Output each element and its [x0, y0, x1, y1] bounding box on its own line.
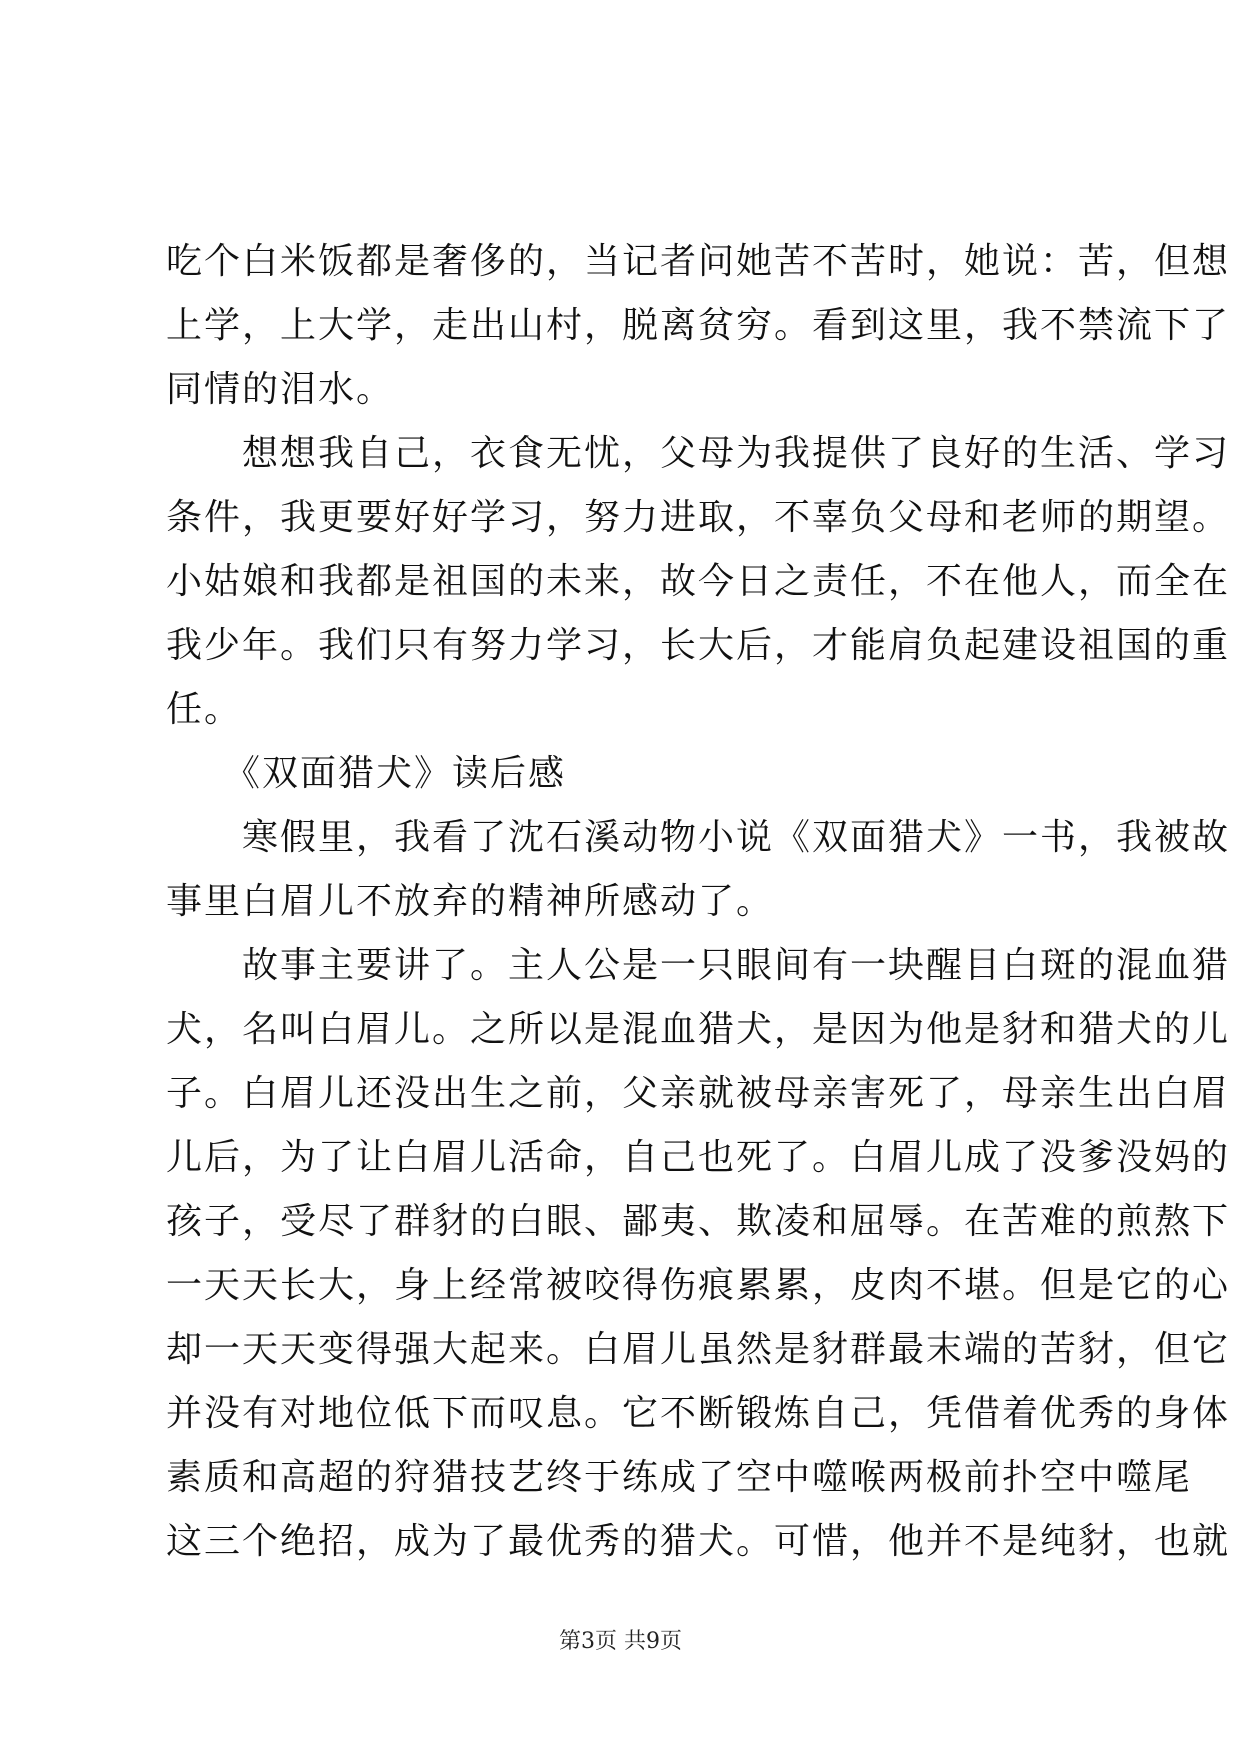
text-line: 这三个绝招，成为了最优秀的猎犬。可惜，他并不是纯豺，也就	[166, 1521, 1231, 1562]
text-line: 小姑娘和我都是祖国的未来，故今日之责任，不在他人，而全在	[166, 561, 1231, 602]
text-line: 并没有对地位低下而叹息。它不断锻炼自己，凭借着优秀的身体	[166, 1393, 1231, 1434]
text-line: 同情的泪水。	[166, 369, 395, 410]
section-heading: 《双面猎犬》读后感	[166, 753, 567, 794]
text-line: 上学，上大学，走出山村，脱离贫穷。看到这里，我不禁流下了	[166, 305, 1231, 346]
page-number: 第3页 共9页	[559, 1629, 682, 1654]
text-line: 条件，我更要好好学习，努力进取，不辜负父母和老师的期望。	[166, 497, 1231, 538]
text-line: 事里白眉儿不放弃的精神所感动了。	[166, 881, 775, 922]
text-line: 任。	[166, 689, 243, 730]
text-line: 吃个白米饭都是奢侈的，当记者问她苦不苦时，她说：苦，但想	[166, 241, 1231, 282]
text-line: 故事主要讲了。主人公是一只眼间有一块醒目白斑的混血猎	[166, 945, 1231, 986]
text-line: 一天天长大，身上经常被咬得伤痕累累，皮肉不堪。但是它的心	[166, 1265, 1231, 1306]
text-line: 犬，名叫白眉儿。之所以是混血猎犬，是因为他是豺和猎犬的儿	[166, 1009, 1231, 1050]
text-line: 想想我自己，衣食无忧，父母为我提供了良好的生活、学习	[166, 433, 1231, 474]
text-line: 子。白眉儿还没出生之前，父亲就被母亲害死了，母亲生出白眉	[166, 1073, 1231, 1114]
page-footer	[0, 1624, 1241, 1655]
document-body	[166, 230, 1231, 1574]
text-line: 孩子，受尽了群豺的白眼、鄙夷、欺凌和屈辱。在苦难的煎熬下	[166, 1201, 1231, 1242]
text-line: 儿后，为了让白眉儿活命，自己也死了。白眉儿成了没爹没妈的	[166, 1137, 1231, 1178]
text-line: 我少年。我们只有努力学习，长大后，才能肩负起建设祖国的重	[166, 625, 1231, 666]
text-line: 却一天天变得强大起来。白眉儿虽然是豺群最末端的苦豺，但它	[166, 1329, 1231, 1370]
text-line: 素质和高超的狩猎技艺终于练成了空中噬喉两极前扑空中噬尾	[166, 1457, 1193, 1498]
text-line: 寒假里，我看了沈石溪动物小说《双面猎犬》一书，我被故	[166, 817, 1231, 858]
